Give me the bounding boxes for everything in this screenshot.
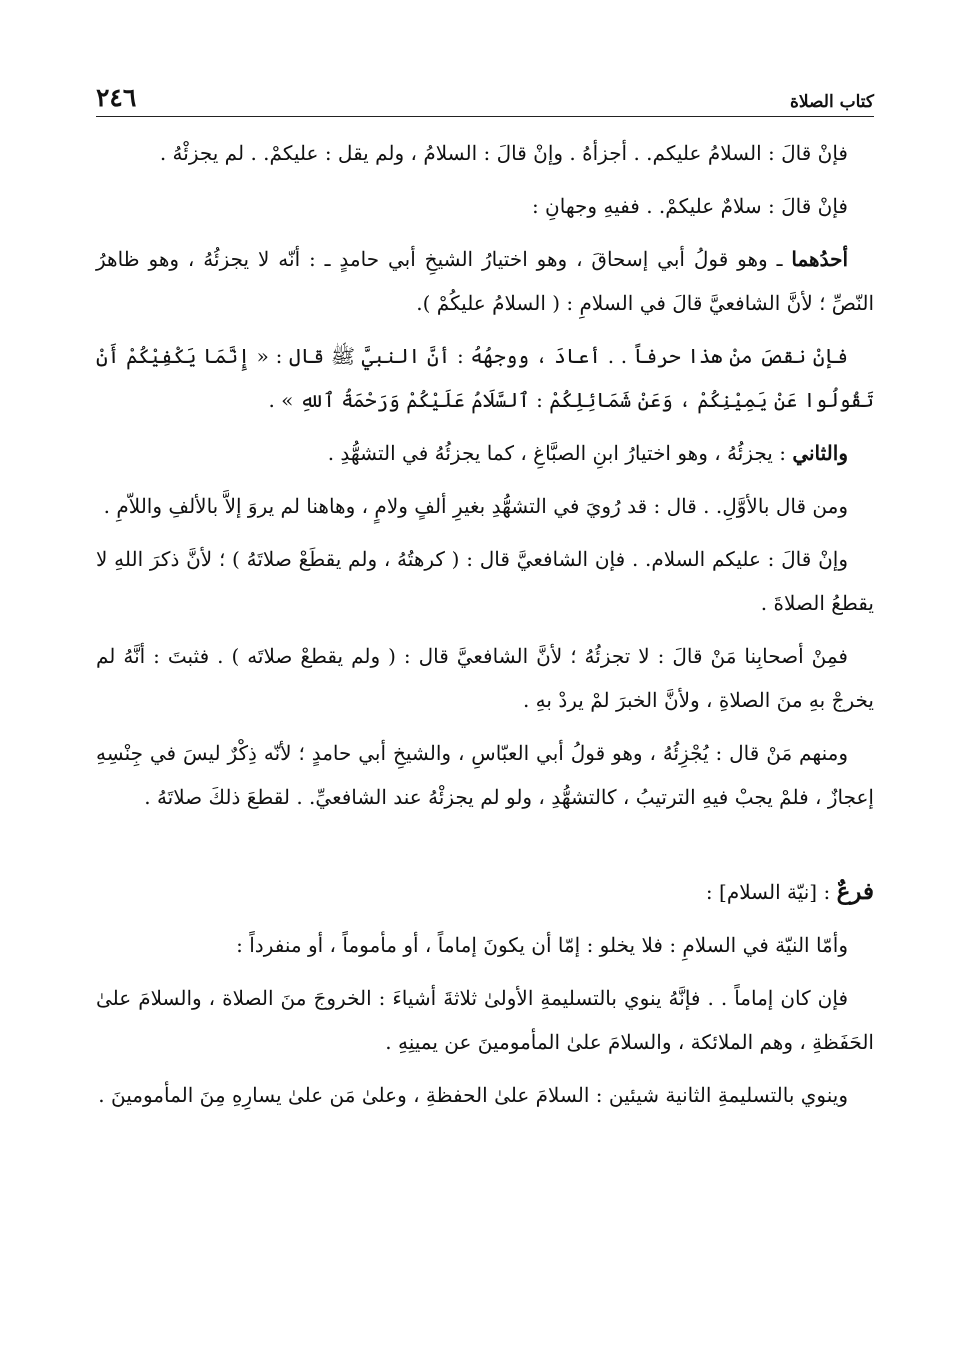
page-body bbox=[96, 131, 874, 1117]
paragraph bbox=[96, 431, 874, 475]
section-heading bbox=[96, 870, 874, 914]
paragraph bbox=[96, 237, 874, 325]
paragraph: فإن كان إماماً . . فإنَّهُ ينوي بالتسليمةِ الأولىٰ ثلاثةَ أشياءَ : الخروجَ منَ الصلاة ، والسلامَ علىٰ الحَفَظةِ ، وهم الملائكة ، والسلامَ علىٰ المأمومينَ عن يمينِهِ . bbox=[96, 986, 874, 1054]
branch-label: فرعٌ bbox=[836, 878, 874, 905]
paragraph: وإنْ قالَ : عليكم السلام. . فإن الشافعيَّ قال : ( كرهتُهُ ، ولم يقطَعْ صلاتَهُ ) ؛ لأنَّ ذكرَ اللهِ لا يقطعُ الصلاةَ . bbox=[96, 547, 874, 615]
paragraph-lead: أحدُهما bbox=[791, 247, 848, 271]
paragraph-text: : يجزئُهُ ، وهو اختيارُ ابنِ الصبَّاغِ ، كما يجزئُهُ في التشهُّدِ . bbox=[327, 441, 793, 465]
book-page bbox=[96, 70, 874, 1332]
paragraph-lead: والثاني bbox=[792, 441, 848, 465]
branch-title: : [نيّة السلام] : bbox=[705, 880, 837, 904]
paragraph: وينوي بالتسليمةِ الثانية شيئين : السلامَ علىٰ الحفظةِ ، وعلىٰ مَن علىٰ يسارِهِ مِنَ المأمومينَ . bbox=[98, 1083, 848, 1107]
paragraph: ومن قال بالأوَّلِ. . قال : قد رُويَ في التشهُّدِ بغيرِ ألفٍ ولامٍ ، وهاهنا لم يروَ إلاَّ بالألفِ واللاّمِ . bbox=[103, 494, 848, 518]
paragraph: فإنْ قالَ : السلامُ عليكم. . أجزأهُ . وإنْ قالَ : السلامُ ، ولم يقل : عليكمْ. . لم يجزئْهُ . bbox=[159, 141, 848, 165]
page-header bbox=[96, 70, 874, 117]
running-title: كتاب الصلاة bbox=[789, 92, 874, 112]
paragraph-text: ـ وهو قولُ أبي إسحاقَ ، وهو اختيارُ الشيخِ أبي حامدٍ ـ : أنّه لا يجزئُهُ ، وهو ظاهرُ النّصِّ ؛ لأنَّ الشافعيَّ قالَ في السلامِ : ( السلامُ عليكُمْ ). bbox=[96, 247, 874, 315]
paragraph: ومنهم مَنْ قال : يُجْزِئُهُ ، وهو قولُ أبي العبّاسِ ، والشيخِ أبي حامدٍ ؛ لأنّه ذِكْرٌ ليسَ في جِنْسِهِ إعجازٌ ، فلمْ يجبْ فيهِ الترتيبُ ، كالتشهُّدِ ، ولو لم يجزئْهُ عند الشافعيِّ. . لقطعَ ذلكَ صلاتَهُ . bbox=[96, 741, 874, 809]
paragraph: فمِنْ أصحابِنا مَنْ قالَ : لا تجزئُهُ ؛ لأنَّ الشافعيَّ قال : ( ولم يقطعْ صلاتَه ) . فثبتَ : أنَّهُ لم يخرجْ بهِ منَ الصلاةِ ، ولأنَّ الخبرَ لمْ يردْ بهِ . bbox=[96, 644, 874, 712]
paragraph: وأمّا النيّة في السلامِ : فلا يخلو : إمّا أن يكونَ إماماً ، أو مأموماً ، أو منفرداً : bbox=[236, 933, 848, 957]
section-spacer bbox=[96, 828, 874, 870]
paragraph: فإنْ نقصَ منْ هذا حرفاً . . أعادَ ، ووجهُهُ : أنَّ النبيَّ ﷺ قال : « إِنَّمَا يَكْفِيْكُمْ أَنْ تَقُولُوا عَنْ يَمِيْنِكُمْ ، وَعَنْ شَمَائِلِكُمْ : ٱلسَّلَامُ عَلَيْكُمْ وَرَحْمَةُ ٱللهِ » . bbox=[96, 344, 874, 412]
paragraph: فإنْ قالَ : سلامٌ عليكمْ. . ففيهِ وجهانِ : bbox=[531, 194, 848, 218]
page-number: ٢٤٦ bbox=[96, 83, 137, 112]
